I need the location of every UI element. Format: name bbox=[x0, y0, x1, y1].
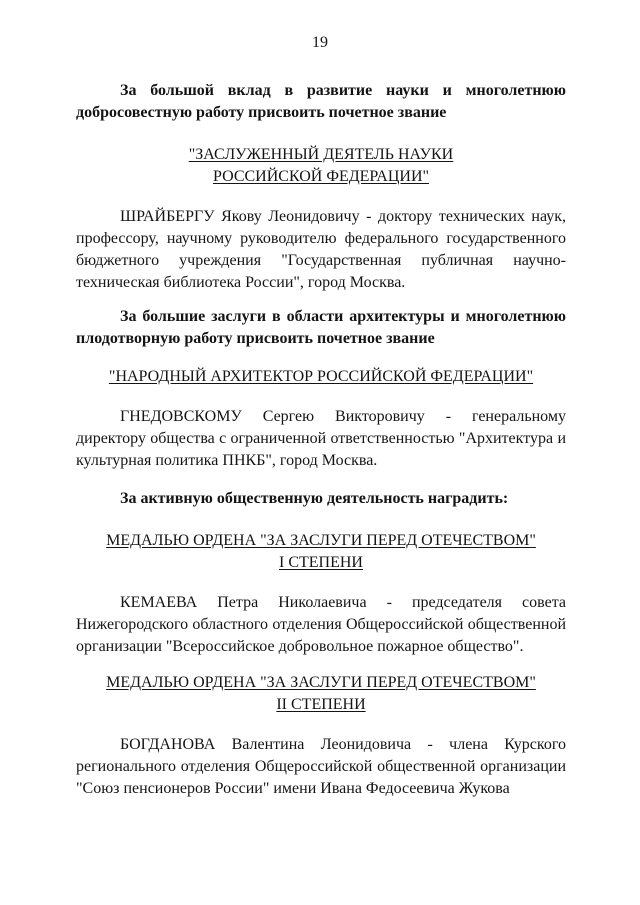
honorary-title-line: "ЗАСЛУЖЕННЫЙ ДЕЯТЕЛЬ НАУКИ bbox=[188, 146, 454, 163]
awardee-paragraph: ШРАЙБЕРГУ Якову Леонидовичу - доктору технических наук, профессору, научному руководителю федерального государственного бюджетного учреждения "Государственная публичная научно-техническая библиотека России", город Москва. bbox=[76, 208, 566, 291]
awardee-paragraph: КЕМАЕВА Петра Николаевича - председателя совета Нижегородского областного отделения Общероссийской общественной организации "Всероссийское добровольное пожарное общество". bbox=[76, 594, 566, 655]
medal-title bbox=[76, 530, 566, 574]
award-intro: За большие заслуги в области архитектуры и многолетнюю плодотворную работу присвоить почетное звание bbox=[76, 308, 566, 347]
awardee-paragraph: ГНЕДОВСКОМУ Сергею Викторовичу - генеральному директору общества с ограниченной ответственностью "Архитектура и культурная политика ПНКБ", город Москва. bbox=[76, 408, 566, 469]
medal-degree-line: I СТЕПЕНИ bbox=[279, 554, 363, 571]
medal-title bbox=[76, 672, 566, 716]
medal-title-line: МЕДАЛЬЮ ОРДЕНА "ЗА ЗАСЛУГИ ПЕРЕД ОТЕЧЕСТВОМ" bbox=[106, 674, 536, 691]
medal-title-line: МЕДАЛЬЮ ОРДЕНА "ЗА ЗАСЛУГИ ПЕРЕД ОТЕЧЕСТВОМ" bbox=[106, 532, 536, 549]
honorary-title-line: РОССИЙСКОЙ ФЕДЕРАЦИИ" bbox=[212, 168, 430, 185]
award-intro: За большой вклад в развитие науки и многолетнюю добросовестную работу присвоить почетное звание bbox=[76, 82, 566, 121]
honorary-title bbox=[76, 144, 566, 188]
award-intro: За активную общественную деятельность наградить: bbox=[120, 490, 509, 507]
page-number: 19 bbox=[312, 34, 328, 51]
honorary-title bbox=[76, 366, 566, 388]
medal-degree-line: II СТЕПЕНИ bbox=[276, 696, 366, 713]
awardee-paragraph: БОГДАНОВА Валентина Леонидовича - члена Курского регионального отделения Общероссийской общественной организации "Союз пенсионеров России" имени Ивана Федосеевича Жукова bbox=[76, 736, 566, 797]
honorary-title-line: "НАРОДНЫЙ АРХИТЕКТОР РОССИЙСКОЙ ФЕДЕРАЦИИ" bbox=[108, 368, 534, 385]
